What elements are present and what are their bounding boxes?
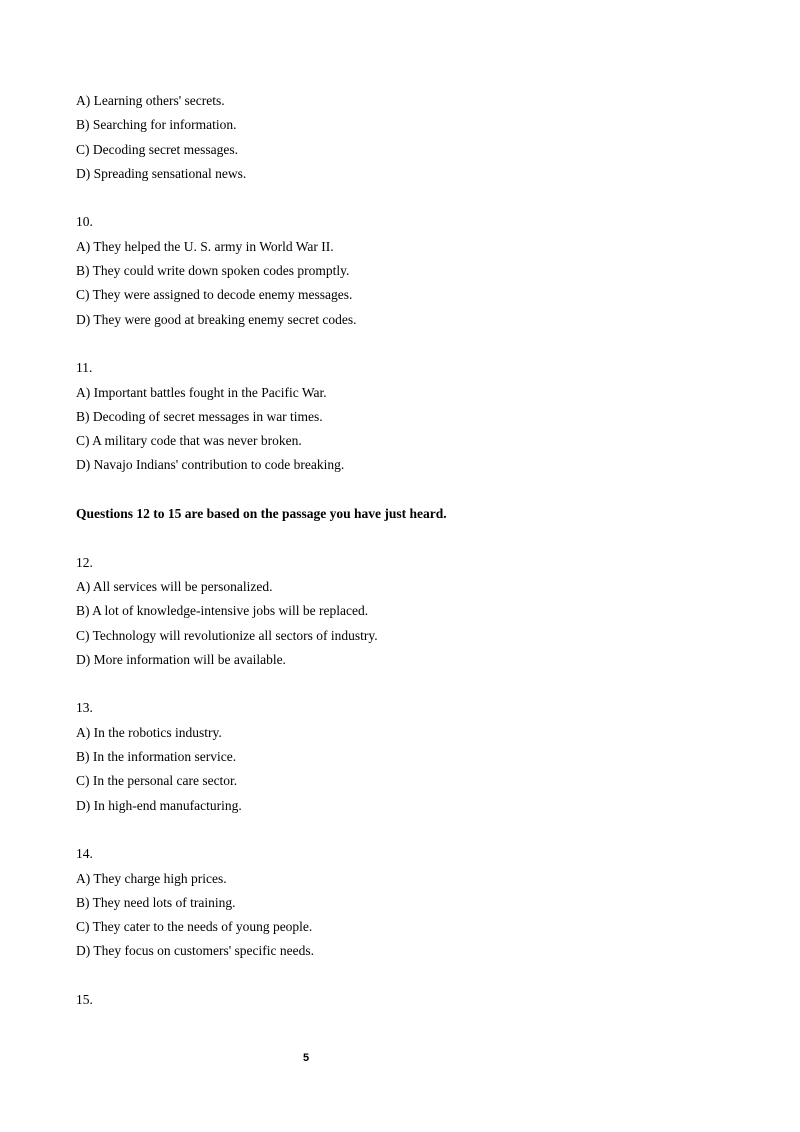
question-10 [76, 210, 736, 331]
question-12 [76, 551, 736, 672]
option-d: D) In high-end manufacturing. [76, 797, 242, 813]
option-a: A) In the robotics industry. [76, 724, 222, 740]
option-d: D) They were good at breaking enemy secret codes. [76, 311, 357, 327]
document-page [76, 89, 736, 1012]
option-a: A) They charge high prices. [76, 870, 227, 886]
question-number: 15. [76, 991, 93, 1007]
option-b: B) They could write down spoken codes promptly. [76, 263, 350, 279]
question-9-options [76, 89, 736, 186]
option-d: D) Navajo Indians' contribution to code breaking. [76, 457, 345, 473]
option-c: C) They were assigned to decode enemy messages. [76, 287, 353, 303]
option-a: A) All services will be personalized. [76, 578, 273, 594]
option-c: C) Decoding secret messages. [76, 141, 238, 157]
option-b: B) They need lots of training. [76, 894, 236, 910]
option-a: A) Important battles fought in the Pacific War. [76, 384, 327, 400]
question-14 [76, 842, 736, 963]
question-number: 10. [76, 214, 93, 230]
option-d: D) Spreading sensational news. [76, 165, 247, 181]
question-number: 11. [76, 360, 93, 376]
question-15 [76, 988, 736, 1012]
option-b: B) In the information service. [76, 749, 237, 765]
question-11 [76, 356, 736, 477]
option-b: B) Decoding of secret messages in war times. [76, 408, 323, 424]
option-a: A) They helped the U. S. army in World War II. [76, 238, 334, 254]
section-heading: Questions 12 to 15 are based on the passage you have just heard. [76, 506, 447, 522]
option-c: C) Technology will revolutionize all sectors of industry. [76, 627, 378, 643]
option-c: C) In the personal care sector. [76, 773, 238, 789]
question-number: 14. [76, 846, 93, 862]
page-number: 5 [302, 1052, 310, 1064]
question-13 [76, 696, 736, 817]
option-c: C) A military code that was never broken. [76, 433, 302, 449]
option-c: C) They cater to the needs of young people. [76, 919, 313, 935]
option-d: D) They focus on customers' specific needs. [76, 943, 314, 959]
option-a: A) Learning others' secrets. [76, 93, 225, 108]
option-d: D) More information will be available. [76, 651, 286, 667]
question-number: 13. [76, 700, 93, 716]
option-b: B) A lot of knowledge-intensive jobs will be replaced. [76, 603, 369, 619]
question-number: 12. [76, 554, 93, 570]
option-b: B) Searching for information. [76, 117, 237, 133]
